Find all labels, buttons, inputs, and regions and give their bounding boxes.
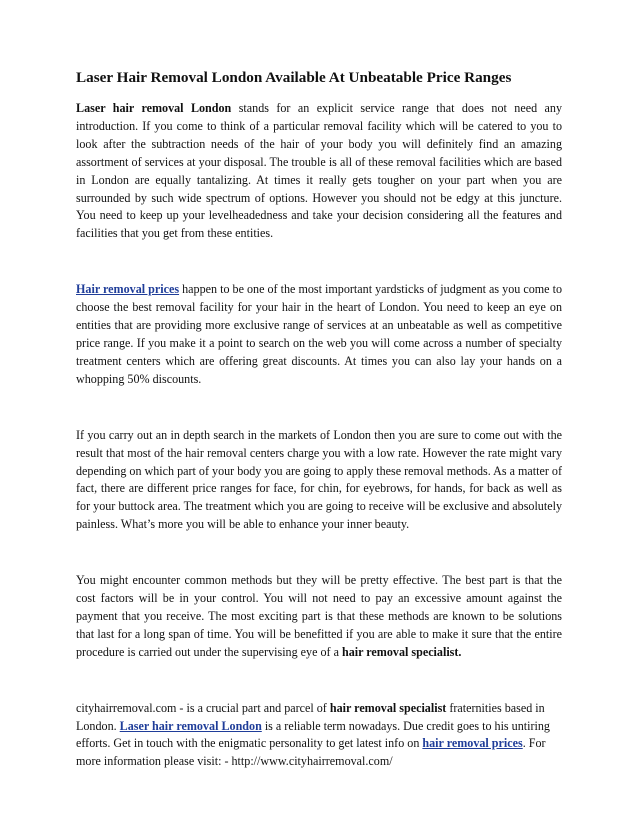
paragraph-1 — [76, 100, 562, 243]
bold-specialist-phrase: hair removal specialist — [329, 700, 447, 715]
paragraph-3 — [76, 427, 562, 534]
page-title: Laser Hair Removal London Available At Unbeatable Price Ranges — [76, 69, 512, 86]
bold-lead-phrase: Laser hair removal London — [76, 101, 232, 115]
bold-tail-phrase: hair removal specialist. — [341, 644, 462, 659]
laser-hair-removal-london-link[interactable]: Laser hair removal London — [119, 718, 262, 733]
paragraph-5-text-1: cityhairremoval.com - is a crucial part and parcel of — [76, 700, 330, 715]
paragraph-3-text: If you carry out an in depth search in the markets of London then you are sure to come out with the result that most of the hair removal centers charge you with a low rate. However the rate might vary depending on which part of your body you are going to apply these removal methods. As a matter of fact, there are different price ranges for face, for chin, for eyebrows, for hands, for back as well as for your buttock area. The treatment which you are going to receive will be exclusive and absolutely painless. What’s more you will be able to enhance your inner beauty. — [76, 427, 562, 532]
paragraph-4-text: You might encounter common methods but they will be pretty effective. The best part is that the cost factors will be in your control. You will not need to pay an excessive amount against the payment that you receive. The most exciting part is that these methods are known to be solutions that last for a long span of time. You will be benefitted if you are able to make it sure that the entire procedure is carried out under the supervising eye of a — [76, 573, 562, 659]
paragraph-5 — [76, 700, 562, 772]
paragraph-5-text-2: fraternities based in London. — [76, 700, 545, 733]
hair-removal-prices-link[interactable]: Hair removal prices — [76, 282, 180, 297]
paragraph-4 — [76, 572, 562, 662]
paragraph-2-text: happen to be one of the most important yardsticks of judgment as you come to choose the best removal facility for your hair in the heart of London. You need to keep an eye on entities that are providing more exclusive range of services at an unbeatable as well as competitive price range. If you make it a point to search on the web you will come across a number of specialty treatment centers which are offering great discounts. At times you can also lay your hands on a whopping 50% discounts. — [76, 282, 563, 386]
document-page — [76, 68, 562, 771]
paragraph-2 — [76, 281, 562, 388]
hair-removal-prices-link-2[interactable]: hair removal prices — [422, 736, 523, 751]
paragraph-5-text-3: is a reliable term nowadays. Due credit goes to his untiring efforts. Get in touch with the enigmatic personality to get latest info on — [76, 718, 550, 751]
paragraph-1-text: stands for an explicit service range that does not need any introduction. If you come to think of a particular removal facility which will be catered to you to look after the subtraction needs of the hair of your body you will definitely find an amazing assortment of services at your disposal. The trouble is all of these removal facilities which are based in London are equally tantalizing. At times it really gets tougher on your part when you are surrounded by such wide spectrum of options. However you should not be edgy at this juncture. You need to keep up your levelheadedness and take your decision considering all the features and facilities that you get from these entities. — [76, 101, 562, 241]
paragraph-5-text-4: . For more information please visit: - http://www.cityhairremoval.com/ — [76, 736, 546, 769]
